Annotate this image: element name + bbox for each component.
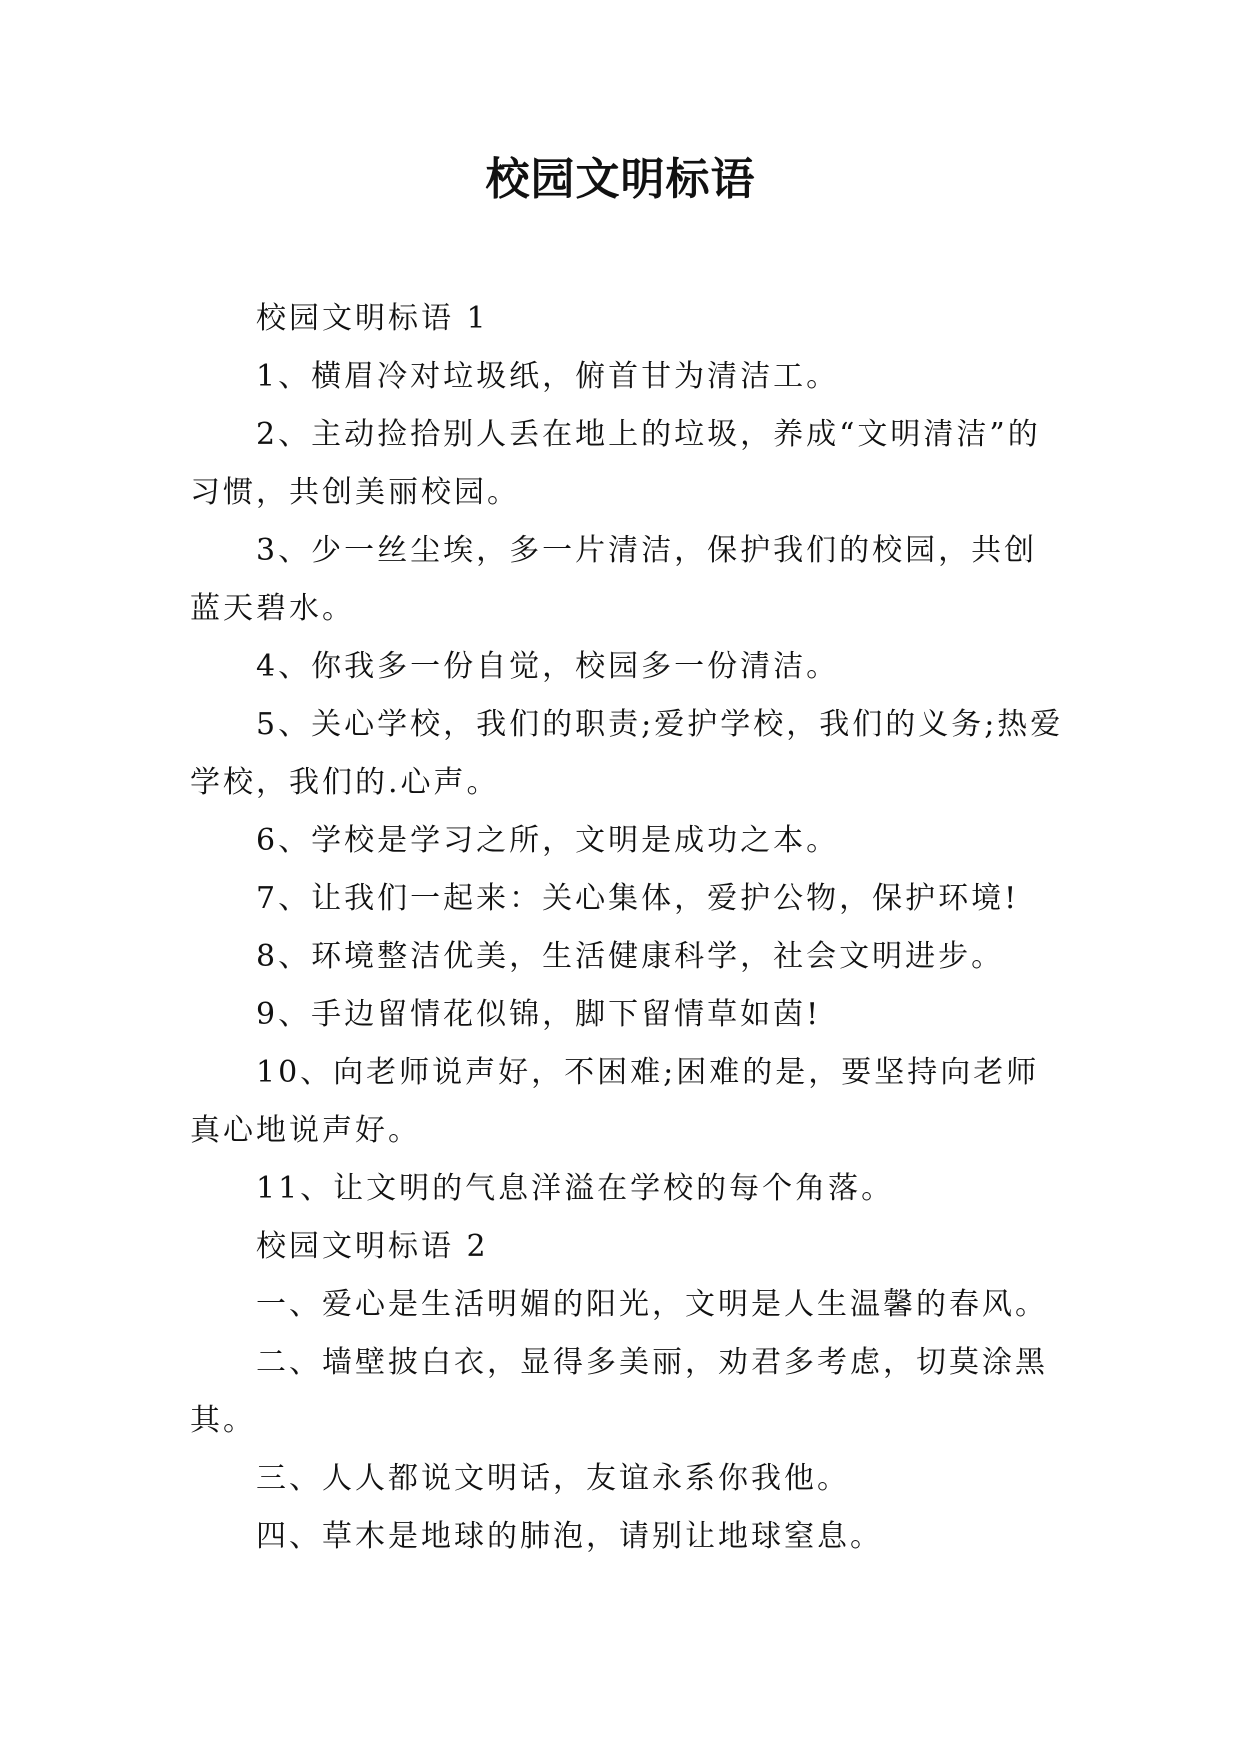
slogan-2-1: 一、爱心是生活明媚的阳光，文明是人生温馨的春风。 <box>256 1287 1048 1322</box>
slogan-10: 10、向老师说声好，不困难;困难的是，要坚持向老师真心地说声好。 <box>190 1055 1040 1148</box>
slogan-2-4: 四、草木是地球的肺泡，请别让地球窒息。 <box>256 1519 883 1554</box>
section-heading-1: 校园文明标语 1 <box>256 301 489 336</box>
slogan-1: 1、横眉冷对垃圾纸，俯首甘为清洁工。 <box>256 359 840 394</box>
slogan-5: 5、关心学校，我们的职责;爱护学校，我们的义务;热爱学校，我们的.心声。 <box>190 707 1064 800</box>
slogan-4: 4、你我多一份自觉，校园多一份清洁。 <box>256 649 840 684</box>
section-heading-2: 校园文明标语 2 <box>256 1229 489 1264</box>
slogan-2-3: 三、人人都说文明话，友谊永系你我他。 <box>256 1461 850 1496</box>
slogan-8: 8、环境整洁优美，生活健康科学，社会文明进步。 <box>256 939 1005 974</box>
slogan-3: 3、少一丝尘埃，多一片清洁，保护我们的校园，共创蓝天碧水。 <box>190 533 1038 626</box>
slogan-6: 6、学校是学习之所，文明是成功之本。 <box>256 823 840 858</box>
slogan-11: 11、让文明的气息洋溢在学校的每个角落。 <box>256 1171 895 1206</box>
slogan-2-2: 二、墙壁披白衣，显得多美丽，劝君多考虑，切莫涂黑其。 <box>190 1345 1048 1438</box>
document-body <box>190 290 1070 1566</box>
slogan-7: 7、让我们一起来：关心集体，爱护公物，保护环境! <box>256 881 1020 916</box>
slogan-2: 2、主动捡拾别人丢在地上的垃圾，养成“文明清洁”的习惯，共创美丽校园。 <box>190 417 1041 510</box>
document-title: 校园文明标语 <box>485 154 756 205</box>
slogan-9: 9、手边留情花似锦，脚下留情草如茵! <box>256 997 822 1032</box>
